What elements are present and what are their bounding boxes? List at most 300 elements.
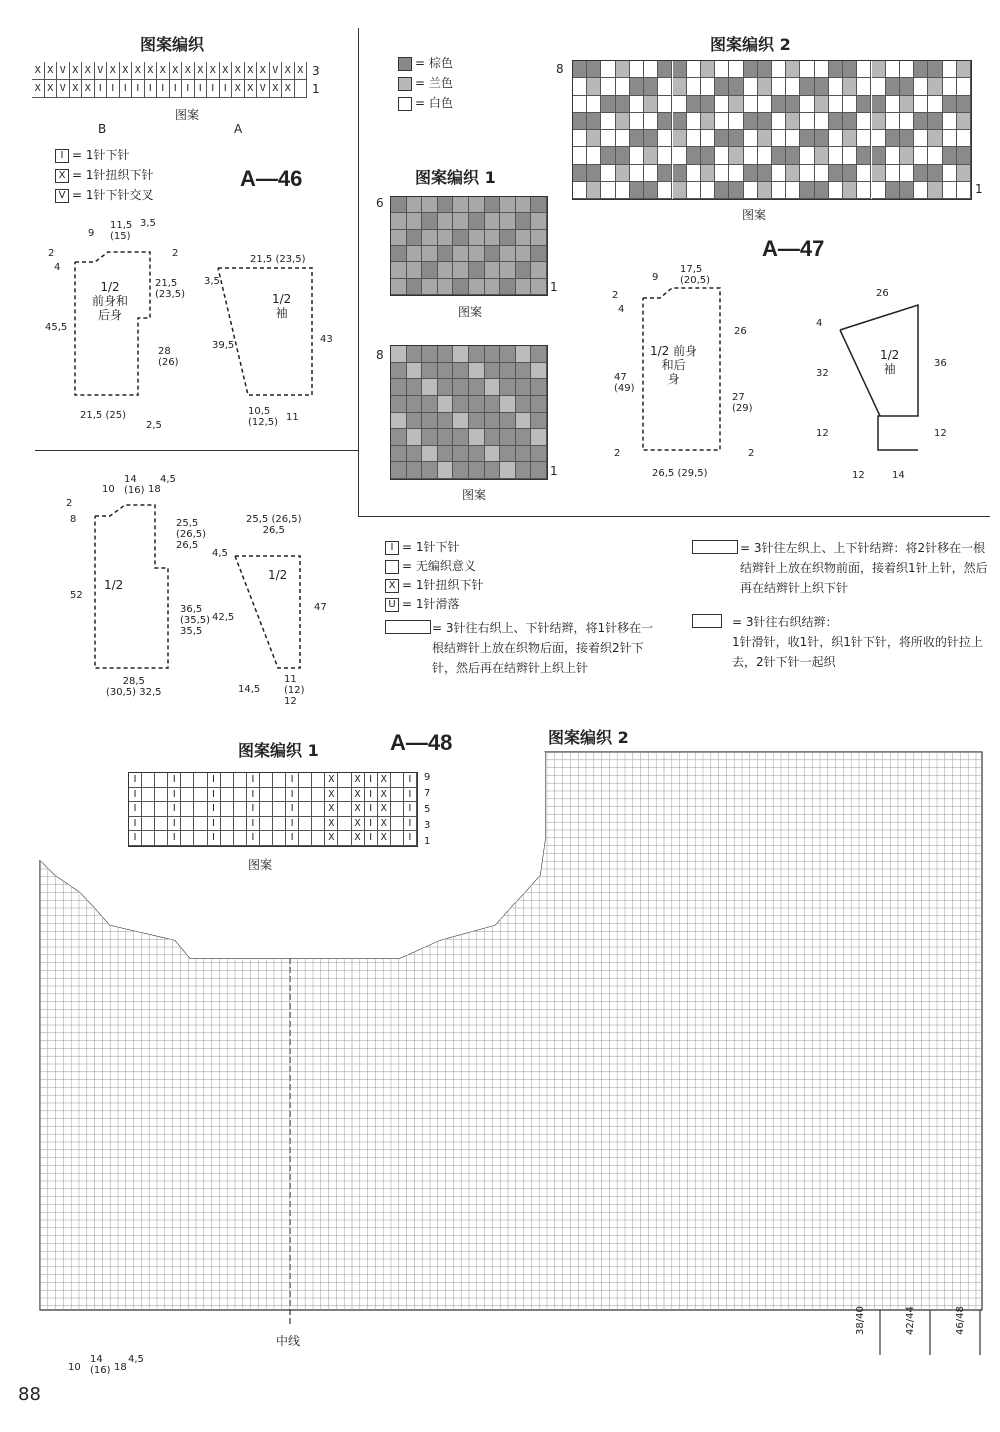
grid-cell	[155, 817, 168, 832]
grid-cell	[485, 246, 501, 262]
grid-cell	[658, 147, 672, 164]
grid-cell	[616, 61, 630, 78]
a48-pattern1-grid	[128, 772, 418, 847]
a47-dim-1: 9	[652, 272, 659, 283]
grid-cell	[673, 182, 687, 199]
grid-cell	[338, 831, 351, 846]
grid-cell	[531, 396, 547, 413]
a48-dim-10: 28,5 (30,5) 32,5	[106, 676, 162, 698]
grid-cell	[772, 147, 786, 164]
grid-cell	[516, 230, 532, 246]
grid-cell	[422, 230, 438, 246]
a47-p1-row-bottom: 1	[550, 280, 558, 294]
a48-p1-row-7: 7	[424, 788, 431, 799]
grid-cell	[815, 96, 829, 113]
grid-cell	[957, 61, 971, 78]
grid-cell	[273, 831, 286, 846]
a48-dim-16: 11 (12) 12	[284, 674, 305, 707]
a47-dim-13: 32	[816, 368, 829, 379]
grid-cell	[407, 197, 423, 213]
brown-swatch-icon	[398, 57, 412, 71]
grid-cell: X	[132, 62, 145, 80]
grid-cell	[453, 197, 469, 213]
grid-cell	[573, 182, 587, 199]
a48-dim-3: 18	[148, 484, 161, 495]
grid-cell: X	[82, 80, 95, 98]
grid-cell	[957, 113, 971, 130]
grid-cell	[391, 817, 404, 832]
grid-cell: ǀ	[404, 773, 417, 788]
twisted-knit-icon: X	[385, 579, 399, 593]
grid-cell	[260, 831, 273, 846]
grid-cell: ǀ	[247, 831, 260, 846]
a48-cable-vvv-text: = 3针往右织结辫： 1针滑针，收1针，织1针下针，将所收的针拉上去，2针下针一起织	[732, 615, 983, 669]
grid-cell	[485, 213, 501, 229]
grid-cell	[914, 113, 928, 130]
grid-cell	[391, 413, 407, 430]
grid-cell	[531, 379, 547, 396]
grid-cell	[516, 379, 532, 396]
grid-cell	[687, 130, 701, 147]
grid-cell	[886, 78, 900, 95]
grid-cell	[587, 78, 601, 95]
grid-cell	[815, 165, 829, 182]
grid-cell	[886, 61, 900, 78]
grid-cell	[516, 413, 532, 430]
grid-cell	[407, 379, 423, 396]
grid-cell: ǀ	[129, 773, 142, 788]
a47-color-legend-3: = 白色	[398, 96, 453, 111]
grid-cell	[142, 802, 155, 817]
grid-cell	[260, 773, 273, 788]
grid-cell	[531, 429, 547, 446]
a47-dim-17: 12	[852, 470, 865, 481]
a47-pattern1-grid	[390, 196, 548, 296]
grid-cell: ǀ	[208, 831, 221, 846]
grid-cell: X	[325, 788, 338, 803]
a46-dim-8: 45,5	[45, 322, 68, 333]
a47-pattern1-title: 图案编织 1	[415, 168, 496, 187]
grid-cell	[658, 78, 672, 95]
grid-cell	[273, 788, 286, 803]
grid-cell: X	[352, 817, 365, 832]
grid-cell: ǀ	[145, 80, 158, 98]
a46-dim-17: 11	[286, 412, 299, 423]
grid-cell	[601, 147, 615, 164]
grid-cell	[531, 197, 547, 213]
grid-cell	[758, 61, 772, 78]
grid-cell: ǀ	[129, 817, 142, 832]
a46-dim-2: 11,5 (15)	[110, 220, 133, 242]
grid-cell	[758, 130, 772, 147]
grid-cell: ǀ	[129, 831, 142, 846]
grid-cell	[872, 113, 886, 130]
a48-dim-8: 52	[70, 590, 83, 601]
grid-cell: ǀ	[365, 773, 378, 788]
grid-cell	[516, 246, 532, 262]
a48-size-2: 42/44	[905, 1306, 916, 1335]
grid-cell	[687, 113, 701, 130]
grid-cell: V	[95, 62, 108, 80]
grid-cell	[438, 246, 454, 262]
a46-dim-16: 10,5 (12,5)	[248, 406, 279, 428]
grid-cell	[500, 197, 516, 213]
a48-id: A—48	[390, 730, 453, 755]
grid-cell	[312, 773, 325, 788]
grid-cell: ǀ	[207, 80, 220, 98]
grid-cell	[658, 130, 672, 147]
grid-cell	[587, 113, 601, 130]
grid-cell: ǀ	[208, 802, 221, 817]
grid-cell: X	[45, 80, 58, 98]
a46-dim-11: 2,5	[146, 420, 162, 431]
grid-cell: X	[378, 773, 391, 788]
grid-cell	[500, 230, 516, 246]
grid-cell	[701, 165, 715, 182]
grid-cell	[857, 113, 871, 130]
grid-cell	[800, 113, 814, 130]
grid-cell	[715, 113, 729, 130]
grid-cell	[516, 346, 532, 363]
grid-cell: ǀ	[168, 802, 181, 817]
a48-dim-7: 25,5 (26,5) 26,5	[176, 518, 207, 551]
grid-cell	[928, 113, 942, 130]
grid-cell	[673, 113, 687, 130]
grid-cell	[616, 96, 630, 113]
grid-cell: ǀ	[247, 788, 260, 803]
grid-cell	[469, 279, 485, 295]
grid-cell	[422, 279, 438, 295]
a48-p1-row-3: 3	[424, 820, 431, 831]
grid-cell	[531, 462, 547, 479]
grid-cell	[744, 182, 758, 199]
grid-cell	[260, 817, 273, 832]
grid-cell	[673, 61, 687, 78]
grid-cell: ǀ	[182, 80, 195, 98]
grid-cell	[221, 802, 234, 817]
grid-cell	[786, 96, 800, 113]
grid-cell	[469, 230, 485, 246]
grid-cell	[673, 147, 687, 164]
a48-legend-1: I = 1针下针	[385, 540, 460, 555]
grid-cell	[299, 788, 312, 803]
grid-cell	[943, 61, 957, 78]
a47-dim-6: 47 (49)	[614, 372, 635, 394]
grid-cell	[422, 396, 438, 413]
grid-cell	[500, 396, 516, 413]
grid-cell: ǀ	[286, 788, 299, 803]
grid-cell	[142, 817, 155, 832]
grid-cell	[687, 165, 701, 182]
grid-cell	[900, 147, 914, 164]
grid-cell	[312, 788, 325, 803]
grid-cell	[469, 197, 485, 213]
grid-cell	[630, 96, 644, 113]
grid-cell: ǀ	[168, 773, 181, 788]
grid-cell	[181, 817, 194, 832]
grid-cell	[601, 130, 615, 147]
grid-cell	[142, 773, 155, 788]
grid-cell	[914, 130, 928, 147]
grid-cell	[715, 182, 729, 199]
grid-cell	[658, 61, 672, 78]
a47-dim-4: 4	[618, 304, 625, 315]
grid-cell	[772, 182, 786, 199]
grid-cell	[453, 213, 469, 229]
grid-cell	[469, 429, 485, 446]
grid-cell	[573, 165, 587, 182]
grid-cell	[485, 363, 501, 380]
grid-cell	[438, 396, 454, 413]
grid-cell	[234, 817, 247, 832]
grid-cell	[758, 113, 772, 130]
grid-cell	[312, 817, 325, 832]
grid-cell	[573, 130, 587, 147]
grid-cell	[744, 113, 758, 130]
a47-p2-row-top: 8	[556, 62, 564, 76]
grid-cell	[914, 165, 928, 182]
a47-pattern1b-grid	[390, 345, 548, 480]
grid-cell	[786, 130, 800, 147]
grid-cell	[857, 96, 871, 113]
grid-cell	[658, 96, 672, 113]
grid-cell	[573, 78, 587, 95]
grid-cell	[658, 165, 672, 182]
grid-cell	[715, 96, 729, 113]
grid-cell	[312, 831, 325, 846]
a47-p1b-pattern-label: 图案	[462, 488, 487, 502]
grid-cell	[601, 113, 615, 130]
grid-cell	[800, 96, 814, 113]
grid-cell	[516, 396, 532, 413]
grid-cell	[221, 817, 234, 832]
grid-cell	[630, 78, 644, 95]
grid-cell	[900, 78, 914, 95]
a46-row-label-bottom: 1	[312, 82, 320, 96]
grid-cell	[391, 379, 407, 396]
a47-dim-14: 36	[934, 358, 947, 369]
grid-cell: V	[57, 62, 70, 80]
grid-cell: ǀ	[404, 788, 417, 803]
grid-cell	[587, 165, 601, 182]
grid-cell	[181, 831, 194, 846]
grid-cell: X	[352, 773, 365, 788]
blue-swatch-icon	[398, 77, 412, 91]
a47-p2-pattern-label: 图案	[742, 208, 767, 222]
grid-cell: X	[70, 62, 83, 80]
grid-cell	[234, 802, 247, 817]
grid-cell	[181, 802, 194, 817]
grid-cell	[453, 262, 469, 278]
grid-cell	[438, 197, 454, 213]
grid-cell: X	[120, 62, 133, 80]
grid-cell	[772, 96, 786, 113]
dropped-stitch-icon: U	[385, 598, 399, 612]
grid-cell	[729, 61, 743, 78]
grid-cell	[469, 446, 485, 463]
grid-cell: ǀ	[365, 831, 378, 846]
a48-dim-5: 2	[66, 498, 73, 509]
grid-cell	[485, 446, 501, 463]
grid-cell	[658, 182, 672, 199]
grid-cell	[391, 213, 407, 229]
grid-cell	[715, 130, 729, 147]
cable-left-icon	[692, 540, 738, 554]
grid-cell	[872, 147, 886, 164]
grid-cell	[744, 61, 758, 78]
grid-cell: ǀ	[195, 80, 208, 98]
grid-cell	[815, 78, 829, 95]
grid-cell	[453, 379, 469, 396]
grid-cell	[957, 165, 971, 182]
grid-cell	[422, 246, 438, 262]
grid-cell	[407, 429, 423, 446]
a47-dim-2: 17,5 (20,5)	[680, 264, 711, 286]
grid-cell	[644, 182, 658, 199]
grid-cell	[701, 182, 715, 199]
a47-color-legend-1: = 棕色	[398, 56, 453, 71]
grid-cell	[587, 130, 601, 147]
grid-cell	[469, 396, 485, 413]
grid-cell	[453, 346, 469, 363]
a47-dim-15: 12	[816, 428, 829, 439]
grid-cell	[729, 165, 743, 182]
grid-cell	[234, 773, 247, 788]
a48-bottom-dim-1: 10	[68, 1362, 81, 1373]
grid-cell	[531, 346, 547, 363]
a48-legend-2: = 无编织意义	[385, 559, 476, 574]
a46-pattern-title: 图案编织	[140, 35, 205, 54]
grid-cell	[531, 213, 547, 229]
a48-size-3: 46/48	[955, 1306, 966, 1335]
a46-dim-6: 2	[172, 248, 179, 259]
grid-cell	[299, 802, 312, 817]
grid-cell	[453, 462, 469, 479]
grid-cell	[391, 788, 404, 803]
grid-cell	[516, 363, 532, 380]
a48-bottom-dim-4: 4,5	[128, 1354, 144, 1365]
a46-dim-7: 21,5 (23,5)	[155, 278, 186, 300]
grid-cell	[407, 363, 423, 380]
grid-cell: ǀ	[286, 802, 299, 817]
grid-cell	[391, 396, 407, 413]
grid-cell	[469, 213, 485, 229]
grid-cell: X	[32, 62, 45, 80]
grid-cell	[422, 429, 438, 446]
grid-cell	[800, 182, 814, 199]
grid-cell: X	[257, 62, 270, 80]
grid-cell	[155, 788, 168, 803]
a47-body-label: 1/2 前身 和后 身	[650, 344, 698, 386]
grid-cell	[800, 130, 814, 147]
grid-cell	[943, 96, 957, 113]
grid-cell	[485, 279, 501, 295]
grid-cell	[815, 61, 829, 78]
grid-cell: X	[245, 62, 258, 80]
a48-dim-1: 10	[102, 484, 115, 495]
grid-cell	[701, 78, 715, 95]
grid-cell	[407, 446, 423, 463]
grid-cell	[744, 78, 758, 95]
grid-cell	[829, 61, 843, 78]
cross-knit-icon: V	[55, 189, 69, 203]
grid-cell: ǀ	[170, 80, 183, 98]
grid-cell	[886, 182, 900, 199]
grid-cell	[391, 197, 407, 213]
grid-cell	[516, 279, 532, 295]
a48-bottom-dim-3: 18	[114, 1362, 127, 1373]
a48-dim-9: 36,5 (35,5) 35,5	[180, 604, 211, 637]
grid-cell: V	[270, 62, 283, 80]
grid-cell	[500, 213, 516, 229]
grid-cell	[673, 165, 687, 182]
grid-cell	[928, 165, 942, 182]
grid-cell: X	[157, 62, 170, 80]
grid-cell	[829, 78, 843, 95]
grid-cell	[194, 773, 207, 788]
grid-cell	[485, 346, 501, 363]
grid-cell: X	[378, 817, 391, 832]
grid-cell: ǀ	[168, 817, 181, 832]
grid-cell	[500, 429, 516, 446]
grid-cell: X	[195, 62, 208, 80]
grid-cell	[843, 61, 857, 78]
grid-cell	[531, 279, 547, 295]
grid-cell: ǀ	[404, 802, 417, 817]
grid-cell	[616, 130, 630, 147]
grid-cell	[900, 61, 914, 78]
grid-cell	[616, 182, 630, 199]
grid-cell	[829, 130, 843, 147]
twisted-knit-icon: X	[55, 169, 69, 183]
grid-cell	[601, 165, 615, 182]
grid-cell: ǀ	[120, 80, 133, 98]
grid-cell	[843, 78, 857, 95]
grid-cell: ǀ	[247, 817, 260, 832]
grid-cell	[142, 788, 155, 803]
grid-cell	[438, 230, 454, 246]
grid-cell	[616, 165, 630, 182]
grid-cell	[587, 96, 601, 113]
a47-dim-9: 2	[748, 448, 755, 459]
grid-cell	[516, 197, 532, 213]
grid-cell	[872, 182, 886, 199]
a47-p1b-row-bottom: 1	[550, 464, 558, 478]
a48-cable-left-text: = 3针往右织上、下针结辫，将1针移在一根结辫针上放在织物后面，接着织2针下针，然后再在结辫针上织上针	[432, 621, 654, 675]
a48-bottom-dim-2: 14 (16)	[90, 1354, 111, 1376]
grid-cell	[469, 379, 485, 396]
grid-cell	[800, 147, 814, 164]
grid-cell	[391, 262, 407, 278]
a47-dim-5: 26	[734, 326, 747, 337]
a47-dim-8: 2	[614, 448, 621, 459]
grid-cell: ǀ	[365, 788, 378, 803]
grid-cell: ǀ	[107, 80, 120, 98]
grid-cell	[630, 61, 644, 78]
grid-cell	[744, 130, 758, 147]
grid-cell: ǀ	[208, 817, 221, 832]
grid-cell	[391, 462, 407, 479]
grid-cell	[391, 230, 407, 246]
grid-cell	[407, 213, 423, 229]
grid-cell	[531, 246, 547, 262]
grid-cell: X	[325, 773, 338, 788]
grid-cell: ǀ	[404, 831, 417, 846]
grid-cell	[900, 182, 914, 199]
grid-cell: X	[145, 62, 158, 80]
grid-cell: X	[378, 831, 391, 846]
grid-cell	[516, 462, 532, 479]
